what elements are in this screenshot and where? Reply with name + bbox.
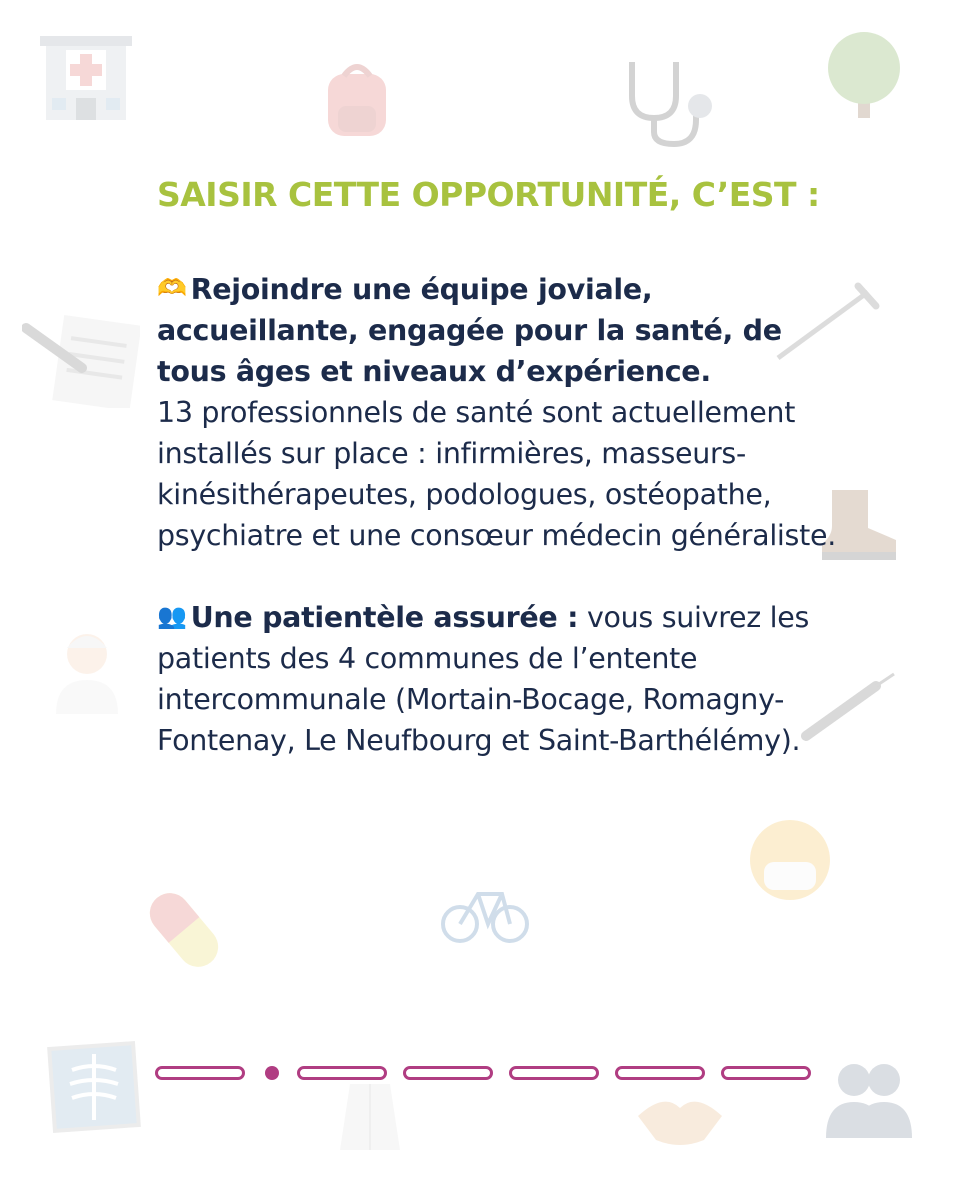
pagination-dash[interactable] — [155, 1066, 245, 1080]
pagination-dash[interactable] — [615, 1066, 705, 1080]
backpack-icon — [322, 62, 392, 138]
pill-icon — [140, 884, 228, 976]
tree-icon — [824, 30, 904, 120]
section-team — [157, 268, 837, 556]
heart-hands-icon: 🫶 — [157, 274, 187, 302]
pagination-dot-active[interactable] — [265, 1066, 279, 1080]
headline: SAISIR CETTE OPPORTUNITÉ, C’EST : — [157, 175, 820, 214]
pagination-dash[interactable] — [721, 1066, 811, 1080]
people-icon — [822, 1058, 914, 1140]
section-team-bold: Rejoindre une équipe joviale, accueillante, engagée pour la santé, de tous âges et niveaux d’expérience. — [157, 273, 782, 388]
pagination-dash[interactable] — [509, 1066, 599, 1080]
stethoscope-icon — [618, 56, 718, 148]
handshake-icon — [634, 1088, 726, 1150]
doctor-icon — [52, 628, 122, 714]
people-emoji-icon: 👥 — [157, 602, 187, 630]
bicycle-icon — [440, 876, 530, 946]
pagination-dash[interactable] — [297, 1066, 387, 1080]
hospital-icon — [40, 28, 132, 122]
content — [157, 172, 837, 761]
lab-coat-icon — [338, 1078, 402, 1152]
section-patients-bold: Une patientèle assurée : — [190, 601, 579, 634]
document-icon — [22, 312, 140, 408]
section-patients-body: vous suivrez les patients des 4 communes de l’entente intercommunale (Mortain-Bocage, Romagny-Fontenay, Le Neufbourg et Saint-Barthélémy). — [157, 601, 810, 757]
mask-face-icon — [748, 818, 832, 902]
xray-icon — [46, 1040, 142, 1134]
section-patients — [157, 596, 837, 761]
section-team-body: 13 professionnels de santé sont actuellement installés sur place : infirmières, masseurs-kinésithérapeutes, podologues, ostéopathe, psychiatre et une consœur médecin généraliste. — [157, 396, 836, 552]
pagination-dash[interactable] — [403, 1066, 493, 1080]
pagination — [155, 1065, 827, 1081]
